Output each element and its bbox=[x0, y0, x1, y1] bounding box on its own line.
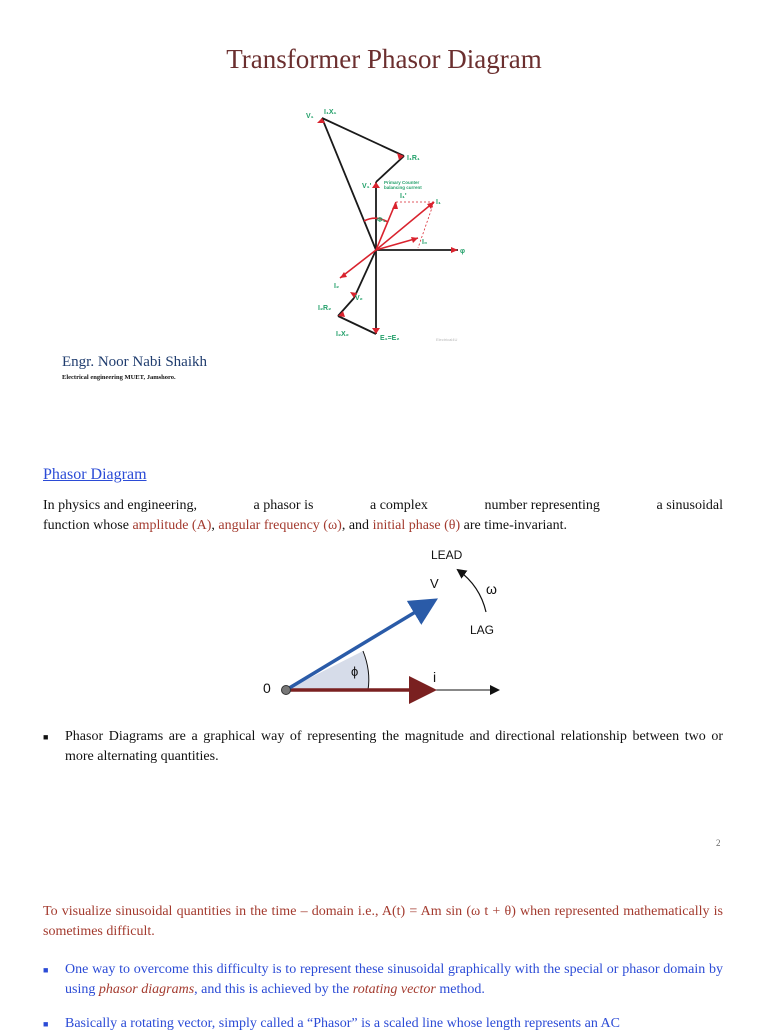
origin-dot bbox=[282, 686, 291, 695]
initial-phase-link[interactable]: initial phase (θ) bbox=[372, 518, 461, 533]
section-heading[interactable]: Phasor Diagram bbox=[43, 466, 147, 483]
bullet2-part1: One way to overcome this difficulty is to represent these sinusoidal graphically with the special or phasor domain by using bbox=[65, 962, 723, 997]
label-i1x1: I₁X₁ bbox=[324, 109, 337, 116]
phasor-diagrams-emphasis: phasor diagrams bbox=[98, 982, 195, 997]
bullet2-part2: , and this is achieved by the bbox=[194, 982, 353, 997]
angular-frequency-link[interactable]: angular frequency (ω) bbox=[218, 518, 342, 533]
bullet-square-icon: ■ bbox=[43, 965, 49, 975]
phasor-definition-paragraph bbox=[43, 496, 723, 536]
rotating-vector-emphasis: rotating vector bbox=[352, 982, 436, 997]
label-i2: I₂ bbox=[334, 283, 340, 290]
lag-label: LAG bbox=[470, 623, 495, 637]
para1-suffix: are time-invariant. bbox=[460, 518, 568, 533]
omega-label: ω bbox=[486, 581, 497, 597]
label-i1r1: I₁R₁ bbox=[407, 155, 420, 162]
transformer-phasor-figure bbox=[288, 98, 474, 348]
lead-label: LEAD bbox=[431, 548, 463, 562]
label-i0: I₀ bbox=[422, 239, 428, 246]
label-phi1: Φ₁ bbox=[377, 217, 386, 224]
lead-lag-svg bbox=[250, 540, 520, 710]
phi-label: ϕ bbox=[351, 664, 359, 679]
para1-word-2: a phasor is bbox=[253, 498, 314, 513]
label-v2: V₂ bbox=[355, 295, 363, 302]
label-i2r2: I₂R₂ bbox=[318, 305, 332, 312]
para1-prefix: function whose bbox=[43, 518, 133, 533]
v2-line bbox=[354, 250, 376, 298]
para1-word-4: number representing bbox=[484, 498, 600, 513]
label-phi: φ bbox=[460, 248, 466, 255]
author-affiliation: Electrical engineering MUET, Jamshoro. bbox=[62, 374, 176, 381]
v-label: V bbox=[430, 576, 439, 591]
page-number: 2 bbox=[716, 838, 721, 848]
i-label: i bbox=[433, 669, 437, 685]
para1-line2 bbox=[43, 516, 723, 536]
label-v1: V₁ bbox=[306, 113, 314, 120]
bullet1-text: Phasor Diagrams are a graphical way of representing the magnitude and directional relationship between two or more alternating quantities. bbox=[65, 729, 723, 764]
bullet-rotating-vector bbox=[43, 1014, 723, 1034]
para1-sep1: , bbox=[211, 518, 219, 533]
i0-arrowhead bbox=[411, 237, 418, 243]
i2-phasor bbox=[340, 250, 376, 278]
phi-arrowhead bbox=[451, 247, 458, 253]
para1-word-5: a sinusoidal bbox=[656, 498, 723, 513]
bullet-square-icon: ■ bbox=[43, 732, 49, 742]
author-name: Engr. Noor Nabi Shaikh bbox=[62, 354, 207, 370]
i1p-phasor bbox=[376, 202, 396, 250]
i2r2-line bbox=[338, 298, 354, 316]
bullet-overcome-difficulty bbox=[43, 960, 723, 1000]
visualize-paragraph: To visualize sinusoidal quantities in the time – domain i.e., A(t) = Am sin (ω t + θ) when represented mathematically is sometimes difficult. bbox=[43, 904, 723, 939]
transformer-phasor-svg bbox=[288, 98, 474, 348]
bullet3-text: Basically a rotating vector, simply called a “Phasor” is a scaled line whose length represents an AC bbox=[65, 1016, 620, 1031]
bullet2-part3: method. bbox=[435, 982, 485, 997]
para1-word-3: a complex bbox=[369, 498, 428, 513]
rotation-arrow bbox=[458, 570, 486, 612]
label-pcbc-line2: balancing current bbox=[384, 185, 422, 190]
v1p-arrowhead bbox=[372, 182, 380, 188]
label-pcbc-line1: Primary Counter bbox=[384, 180, 420, 185]
bullet-phasor-diagrams bbox=[43, 727, 723, 767]
label-v1p: V₁' bbox=[362, 183, 372, 190]
bullet2-text bbox=[65, 960, 723, 1000]
i1r1-line bbox=[376, 156, 404, 182]
para1-word-1: In physics and engineering, bbox=[43, 498, 197, 513]
amplitude-link[interactable]: amplitude (A) bbox=[132, 518, 212, 533]
label-e1e2: E₁=E₂ bbox=[380, 335, 400, 342]
para1-line1 bbox=[43, 496, 723, 516]
lead-lag-phasor-figure bbox=[250, 540, 520, 710]
label-i1p: I₁' bbox=[400, 193, 407, 200]
label-i2x2: I₂X₂ bbox=[336, 331, 349, 338]
origin-label: 0 bbox=[263, 680, 271, 696]
label-i1: I₁ bbox=[436, 199, 441, 206]
para1-sep2: , and bbox=[341, 518, 373, 533]
page-title: Transformer Phasor Diagram bbox=[226, 44, 542, 74]
bullet-square-icon: ■ bbox=[43, 1019, 49, 1029]
figure-watermark: Electrical4U bbox=[436, 337, 458, 342]
